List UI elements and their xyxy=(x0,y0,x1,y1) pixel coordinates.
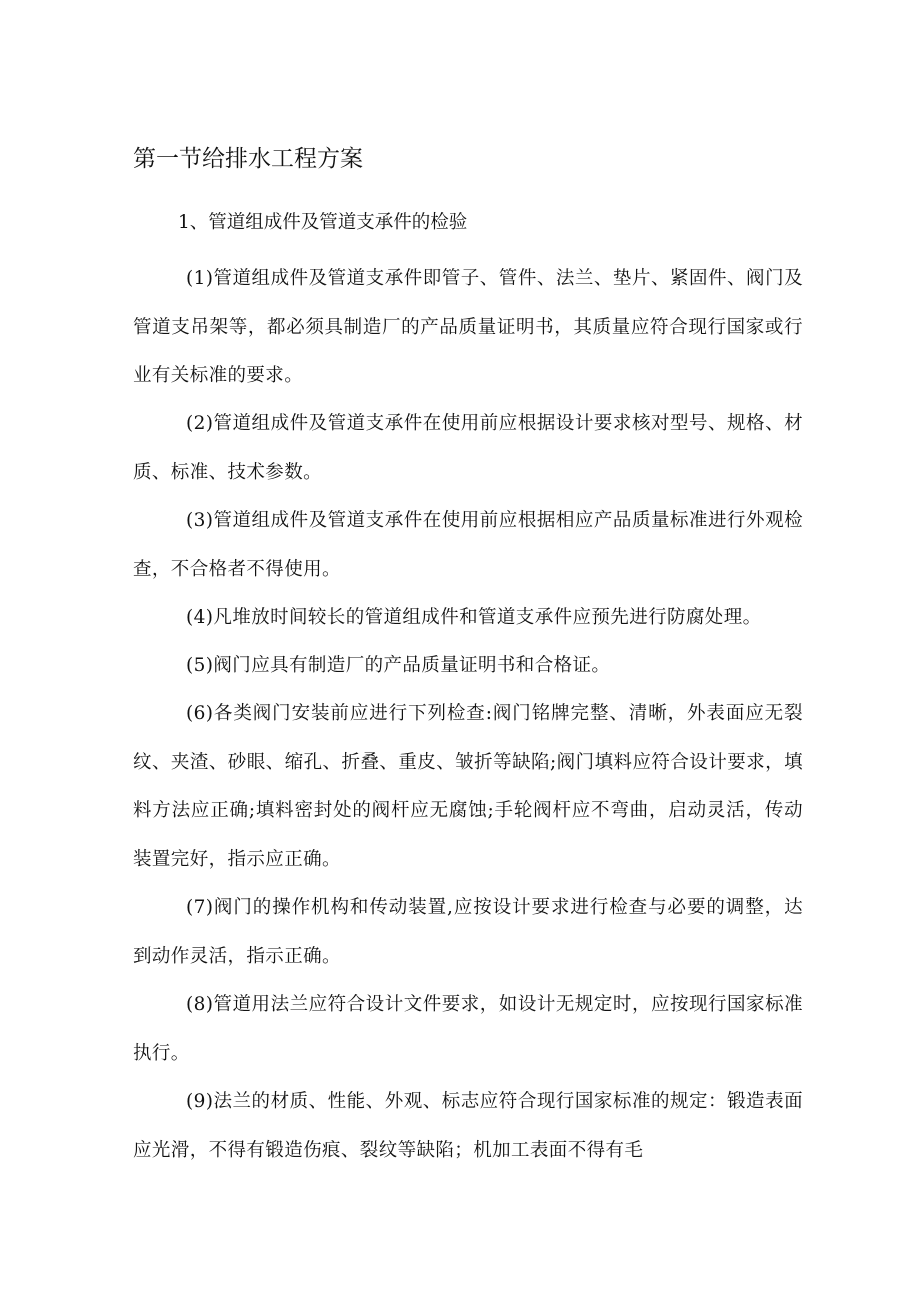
section-title: 第一节给排水工程方案 xyxy=(133,146,363,172)
paragraph-8: (8)管道用法兰应符合设计文件要求，如设计无规定时，应按现行国家标准执行。 xyxy=(133,994,803,1064)
paragraph-3: (3)管道组成件及管道支承件在使用前应根据相应产品质量标准进行外观检查，不合格者不得使用。 xyxy=(133,510,803,580)
paragraph-4: (4)凡堆放时间较长的管道组成件和管道支承件应预先进行防腐处理。 xyxy=(186,607,762,628)
paragraph-5: (5)阀门应具有制造厂的产品质量证明书和合格证。 xyxy=(186,655,611,676)
paragraph-6: (6)各类阀门安装前应进行下列检查:阀门铭牌完整、清晰，外表面应无裂纹、夹渣、砂眼、缩孔、折叠、重皮、皱折等缺陷;阀门填料应符合设计要求，填料方法应正确;填料密封处的阀杆应无腐蚀;手轮阀杆应不弯曲，启动灵活，传动装置完好，指示应正确。 xyxy=(133,703,803,870)
paragraph-1: (1)管道组成件及管道支承件即管子、管件、法兰、垫片、紧固件、阀门及管道支吊架等，都必须具制造厂的产品质量证明书，其质量应符合现行国家或行业有关标准的要求。 xyxy=(133,268,803,386)
paragraph-2: (2)管道组成件及管道支承件在使用前应根据设计要求核对型号、规格、材质、标准、技术参数。 xyxy=(133,413,803,483)
paragraph-9: (9)法兰的材质、性能、外观、标志应符合现行国家标准的规定：锻造表面应光滑，不得有锻造伤痕、裂纹等缺陷；机加工表面不得有毛 xyxy=(133,1091,803,1161)
subsection-title: 1、管道组成件及管道支承件的检验 xyxy=(178,212,468,233)
paragraph-7: (7)阀门的操作机构和传动装置,应按设计要求进行检查与必要的调整，达到动作灵活，指示正确。 xyxy=(133,897,803,967)
